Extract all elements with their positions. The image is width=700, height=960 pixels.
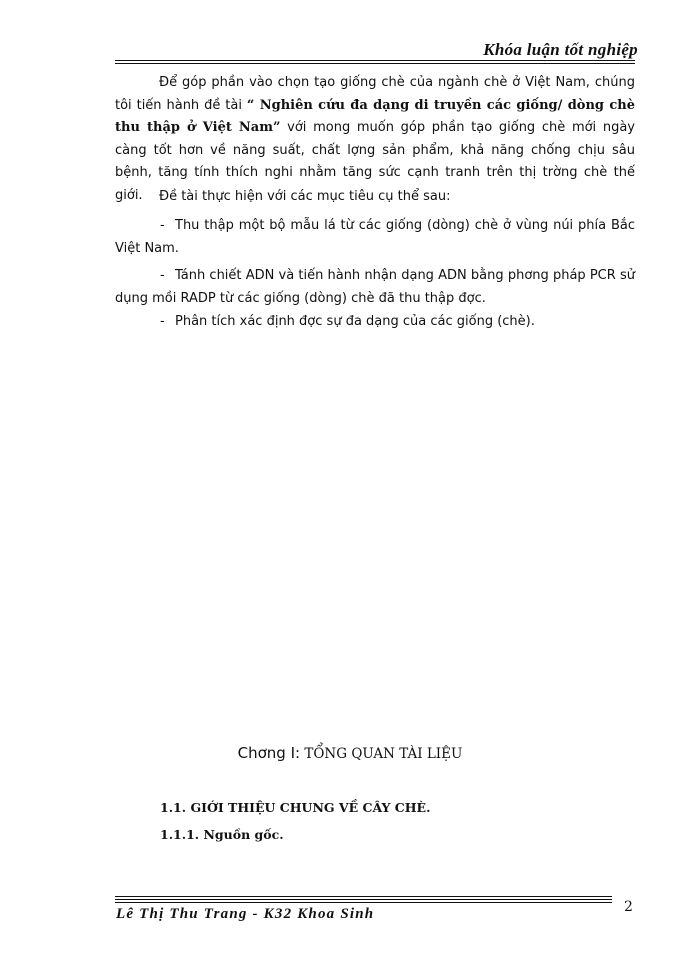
objective-item: [115, 265, 635, 310]
chapter-heading: [0, 744, 700, 762]
objectives-intro-text: Đề tài thực hiện với các mục tiêu cụ thể sau:: [159, 189, 451, 204]
footer-rule: [115, 899, 612, 900]
chapter-prefix: Chơng I:: [237, 744, 301, 762]
page-number: 2: [624, 899, 633, 915]
objective-item: [115, 311, 635, 334]
section-heading: 1.1. GIỚI THIỆU CHUNG VỀ CÂY CHÈ.: [160, 800, 431, 815]
project-title: “ Nghiên cứu đa dạng di truyền các giống/ dòng chè thu thập ở Việt Nam”: [115, 97, 635, 135]
footer-rule: [115, 902, 612, 903]
list-dash: -: [160, 268, 165, 283]
header-title: Khóa luận tốt nghiệp: [483, 40, 638, 59]
objective-text: Phân tích xác định đợc sự đa dạng của các giống (chè).: [175, 314, 535, 329]
footer-author: Lê Thị Thu Trang - K32 Khoa Sinh: [116, 906, 375, 922]
intro-text-1: Để góp phần vào chọn tạo giống chè của ngành chè ở Việt Nam, chúng tôi tiến hành đề tài: [115, 75, 635, 113]
chapter-title: TỔNG QUAN TÀI LIỆU: [300, 746, 463, 762]
objective-text: Tánh chiết ADN và tiến hành nhận dạng ADN bằng phơng pháp PCR sử dụng mồi RADP từ các giống (dòng) chè đã thu thập đợc.: [115, 268, 635, 306]
subsection-heading: 1.1.1. Nguồn gốc.: [160, 827, 284, 842]
list-dash: -: [160, 314, 165, 329]
header-rule-thin: [115, 63, 635, 64]
objectives-intro: [115, 186, 635, 209]
objective-item: [115, 215, 635, 260]
intro-text-2: với mong muốn góp phần tạo giống chè mới ngày càng tốt hơn về năng suất, chất lợng sản phẩm, khả năng chống chịu sâu bệnh, tăng tính thích nghi nhằm tăng sức cạnh tranh trên thị trờng chè thế giới.: [115, 120, 636, 203]
header-rule: [115, 60, 635, 61]
objective-text: Thu thập một bộ mẫu lá từ các giống (dòng) chè ở vùng núi phía Bắc Việt Nam.: [115, 218, 635, 256]
footer-rule: [115, 896, 612, 897]
list-dash: -: [160, 218, 165, 233]
